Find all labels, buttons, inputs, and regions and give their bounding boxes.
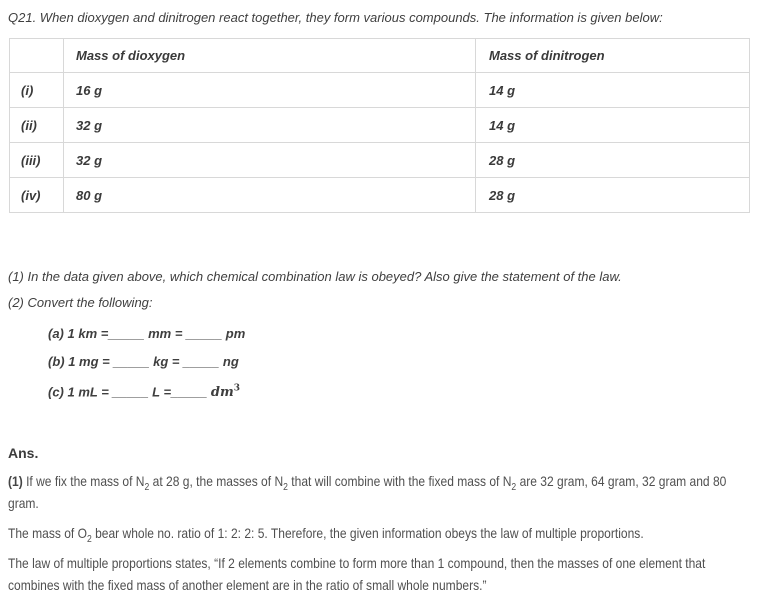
conversion-item-b: (b) 1 mg = _____ kg = _____ ng bbox=[48, 354, 239, 369]
sub-question-2: (2) Convert the following: bbox=[8, 295, 153, 310]
table-header-row bbox=[10, 39, 750, 73]
dioxygen-mass: 16 g bbox=[64, 73, 476, 108]
dioxygen-mass: 32 g bbox=[64, 108, 476, 143]
n2-subscript: 2 bbox=[511, 482, 517, 494]
answer-text: The law of multiple proportions states, “If 2 elements combine to form more than 1 compound, then the masses of one element that bbox=[8, 555, 706, 572]
row-label: (iv) bbox=[10, 178, 64, 213]
n2-subscript: 2 bbox=[144, 482, 150, 494]
answer-text: bear whole no. ratio of 1: 2: 2: 5. Therefore, the given information obeys the law of multiple proportions. bbox=[91, 525, 644, 542]
conversion-item-c bbox=[48, 381, 751, 401]
table-header-dinitrogen: Mass of dinitrogen bbox=[476, 39, 750, 73]
answer-text: at 28 g, the masses of N bbox=[149, 473, 284, 490]
answer-text: are 32 gram, 64 gram, 32 gram and 80 bbox=[516, 473, 727, 490]
table-header-empty bbox=[10, 39, 64, 73]
answer-text: that will combine with the fixed mass of N bbox=[287, 473, 512, 490]
answer-paragraph-1 bbox=[8, 470, 748, 514]
answer-text: If we fix the mass of N bbox=[22, 473, 145, 490]
row-label: (iii) bbox=[10, 143, 64, 178]
o2-subscript: 2 bbox=[86, 534, 92, 546]
table-header-dioxygen: Mass of dioxygen bbox=[64, 39, 476, 73]
cube-exponent: 3 bbox=[233, 384, 240, 394]
dioxygen-mass: 32 g bbox=[64, 143, 476, 178]
mass-comparison-table bbox=[9, 38, 750, 213]
answer-paragraph-3 bbox=[8, 552, 748, 596]
sub-question-1: (1) In the data given above, which chemical combination law is obeyed? Also give the statement of the law. bbox=[8, 269, 622, 284]
dinitrogen-mass: 14 g bbox=[476, 73, 750, 108]
n2-subscript: 2 bbox=[283, 482, 288, 494]
conversion-item-a: (a) 1 km =_____ mm = _____ pm bbox=[48, 326, 246, 341]
answer-text: The mass of O bbox=[8, 525, 87, 542]
dinitrogen-mass: 28 g bbox=[476, 178, 750, 213]
answer-section bbox=[8, 444, 751, 596]
table-row bbox=[10, 73, 750, 108]
conversion-c-text: (c) 1 mL = _____ L =_____ bbox=[48, 384, 211, 400]
table-row bbox=[10, 178, 750, 213]
table-row bbox=[10, 108, 750, 143]
row-label: (ii) bbox=[10, 108, 64, 143]
answer-part-number: (1) bbox=[8, 473, 23, 490]
answer-text: gram. bbox=[8, 495, 39, 512]
question-title: Q21. When dioxygen and dinitrogen react together, they form various compounds. The information is given below: bbox=[8, 10, 663, 25]
conversion-list bbox=[48, 325, 751, 401]
answer-label: Ans. bbox=[8, 445, 39, 462]
row-label: (i) bbox=[10, 73, 64, 108]
answer-paragraph-2 bbox=[8, 522, 748, 544]
dinitrogen-mass: 28 g bbox=[476, 143, 750, 178]
dinitrogen-mass: 14 g bbox=[476, 108, 750, 143]
dm-unit-text: dm bbox=[210, 385, 234, 401]
dioxygen-mass: 80 g bbox=[64, 178, 476, 213]
answer-text: combines with the fixed mass of another element are in the ratio of small whole numbers.” bbox=[8, 577, 487, 594]
dm-cubed-unit bbox=[211, 385, 240, 400]
table-row bbox=[10, 143, 750, 178]
